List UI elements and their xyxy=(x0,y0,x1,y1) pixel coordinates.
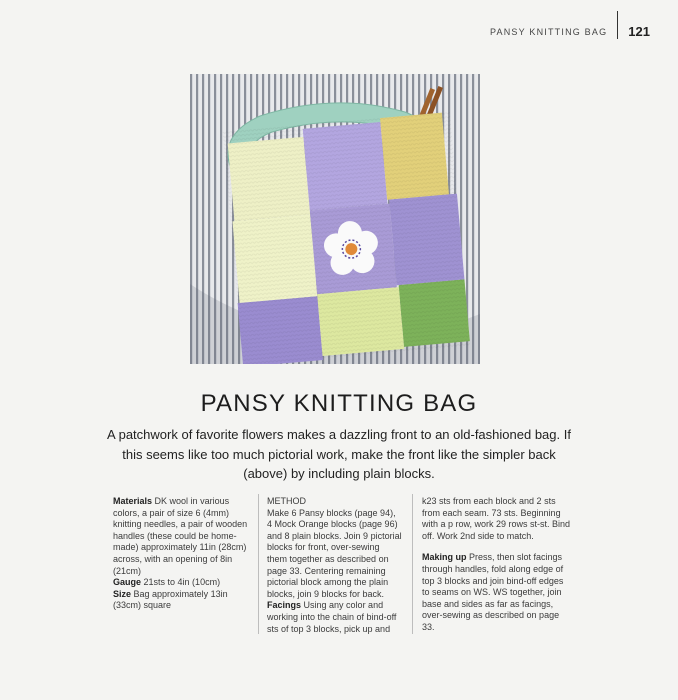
spacer xyxy=(422,542,572,552)
facings-continued: k23 sts from each block and 2 sts from each seam. 73 sts. Beginning with a p row, work 29 rows st-st. Bind off. Work 2nd side to match. xyxy=(422,496,571,541)
size-entry xyxy=(113,589,248,612)
gauge-text: 21sts to 4in (10cm) xyxy=(143,577,221,588)
page-title: PANSY KNITTING BAG xyxy=(200,390,478,417)
bag-patchwork xyxy=(223,112,471,364)
column-divider xyxy=(258,494,259,634)
page-header xyxy=(490,24,650,39)
header-divider xyxy=(617,11,618,39)
facings-text: Using any color and working into the chain of bind-off sts of top 3 blocks, pick up and xyxy=(267,600,397,634)
making-up-label: Making up xyxy=(422,552,467,563)
materials-entry xyxy=(113,496,248,577)
method-text: Make 6 Pansy blocks (page 94), 4 Mock Orange blocks (page 96) and 8 plain blocks. Join 9 pictorial blocks for front, over-sewing them together as described on page 33. Centering remaining pictorial block among the plain blocks, join 9 blocks for back. xyxy=(267,507,402,599)
method-column xyxy=(267,496,402,635)
making-up-text: Press, then slot facings through handles, fold along edge of top 3 blocks and join bind-off edges to seams on WS. WS together, join base and sides as far as facings, over-sewing as described on page 33. xyxy=(422,552,564,632)
running-title: PANSY KNITTING BAG xyxy=(490,26,608,37)
bag-photo xyxy=(190,74,480,364)
making-up-column xyxy=(422,496,572,634)
size-text: Bag approximately 13in (33cm) square xyxy=(113,588,228,611)
gauge-entry xyxy=(113,577,248,589)
method-heading: METHOD xyxy=(267,496,306,506)
materials-column xyxy=(113,496,248,612)
page-number: 121 xyxy=(628,24,650,39)
making-up-entry xyxy=(422,552,572,633)
facings-label: Facings xyxy=(267,600,302,611)
column-divider xyxy=(412,494,413,634)
bag-photo-illustration xyxy=(190,74,480,364)
facings-entry xyxy=(267,600,402,635)
materials-label: Materials xyxy=(113,496,153,506)
materials-text: DK wool in various colors, a pair of size 6 (4mm) knitting needles, a pair of wooden handles (these could be home-made) approximately 11in (28cm) across, with an opening of 8in (21cm) xyxy=(113,496,248,576)
gauge-label: Gauge xyxy=(113,577,142,588)
size-label: Size xyxy=(113,588,132,599)
intro-paragraph: A patchwork of favorite flowers makes a dazzling front to an old-fashioned bag. If this seems like too much pictorial work, make the front like the simpler back (above) by including plain blocks. xyxy=(107,427,571,481)
